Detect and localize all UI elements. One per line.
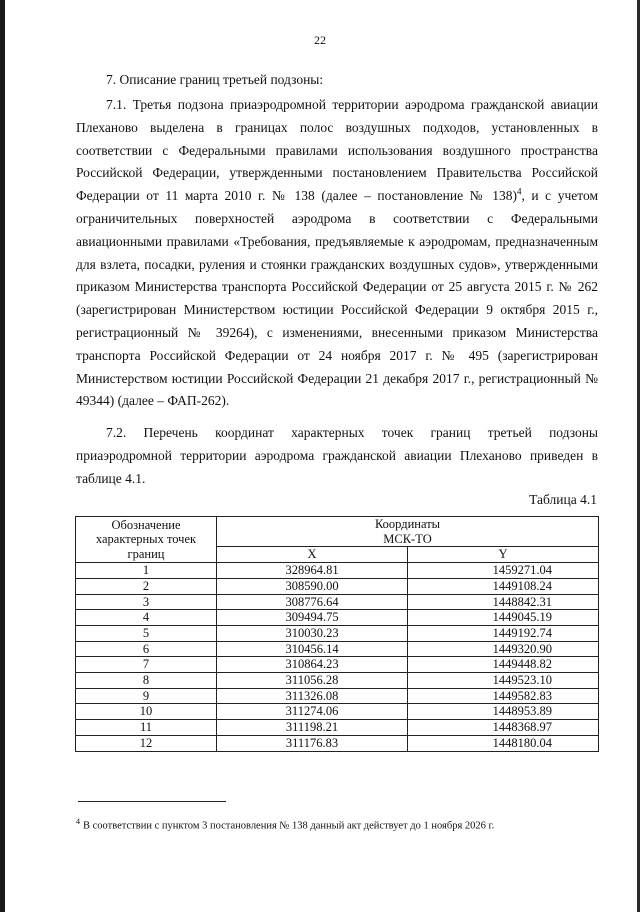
x-coordinate-cell: 311056.28 bbox=[217, 673, 408, 689]
x-coordinate-cell: 311326.08 bbox=[217, 688, 408, 704]
point-number-cell: 7 bbox=[76, 657, 217, 673]
table-row bbox=[76, 657, 599, 673]
point-number-cell: 4 bbox=[76, 610, 217, 626]
paragraph-7-2: 7.2. Перечень координат характерных точек границ третьей подзоны приаэродромной территории аэродрома гражданской авиации Плеханово приведен в таблице 4.1. bbox=[76, 425, 598, 486]
footnote bbox=[76, 817, 494, 832]
paragraph-7-1-text-a: 7.1. Третья подзона приаэродромной территории аэродрома гражданской авиации Плеханово выделена в границах полос воздушных подходов, установленных в соответствии с Федеральными правилами использования воздушного пространства Российской Федерации, утвержденными постановлением Правительства Российской Федерации от 11 марта 2010 г. № 138 (далее – постановление № 138) bbox=[76, 97, 598, 204]
x-coordinate-cell: 311274.06 bbox=[217, 704, 408, 720]
footnote-mark: 4 bbox=[76, 817, 80, 826]
header-y: Y bbox=[408, 547, 599, 563]
y-coordinate-cell: 1449108.24 bbox=[408, 578, 599, 594]
x-coordinate-cell: 310030.23 bbox=[217, 625, 408, 641]
scan-left-border bbox=[0, 0, 5, 912]
y-coordinate-cell: 1449320.90 bbox=[408, 641, 599, 657]
table-row bbox=[76, 720, 599, 736]
table-row bbox=[76, 578, 599, 594]
y-coordinate-cell: 1448368.97 bbox=[408, 720, 599, 736]
point-number-cell: 5 bbox=[76, 625, 217, 641]
paragraph-7-1 bbox=[76, 94, 598, 413]
table-body bbox=[76, 563, 599, 751]
x-coordinate-cell: 311176.83 bbox=[217, 735, 408, 751]
point-number-cell: 10 bbox=[76, 704, 217, 720]
table-row bbox=[76, 673, 599, 689]
header-coordinate-system: МСК-ТО bbox=[383, 531, 432, 546]
point-number-cell: 3 bbox=[76, 594, 217, 610]
table-row bbox=[76, 625, 599, 641]
y-coordinate-cell: 1449045.19 bbox=[408, 610, 599, 626]
table-row bbox=[76, 610, 599, 626]
y-coordinate-cell: 1448180.04 bbox=[408, 735, 599, 751]
x-coordinate-cell: 328964.81 bbox=[217, 563, 408, 579]
table-row bbox=[76, 641, 599, 657]
point-number-cell: 12 bbox=[76, 735, 217, 751]
x-coordinate-cell: 308590.00 bbox=[217, 578, 408, 594]
paragraph-7-1-text-b: , и с учетом ограничительных поверхностей аэродрома в соответствии с Федеральными авиационными правилами «Требования, предъявляемые к аэродромам, предназначенным для взлета, посадки, руления и стоянки гражданских воздушных судов», утвержденными приказом Министерства транспорта Российской Федерации от 25 августа 2015 г. № 262 (зарегистрирован Министерством юстиции Российской Федерации 9 октября 2015 г., регистрационный № 39264), с изменениями, внесенными приказом Министерства транспорта Российской Федерации от 24 ноября 2017 г. № 495 (зарегистрирован Министерством юстиции Российской Федерации 21 декабря 2017 г., регистрационный № 49344) (далее – ФАП-262). bbox=[76, 188, 599, 409]
point-number-cell: 11 bbox=[76, 720, 217, 736]
footnote-text: В соответствии с пунктом 3 постановления № 138 данный акт действует до 1 ноября 2026 г. bbox=[83, 820, 495, 832]
x-coordinate-cell: 309494.75 bbox=[217, 610, 408, 626]
footnote-separator bbox=[78, 801, 226, 802]
y-coordinate-cell: 1449582.83 bbox=[408, 688, 599, 704]
table-caption: Таблица 4.1 bbox=[529, 492, 597, 507]
x-coordinate-cell: 311198.21 bbox=[217, 720, 408, 736]
point-number-cell: 2 bbox=[76, 578, 217, 594]
header-coordinates bbox=[217, 517, 599, 547]
table-row bbox=[76, 704, 599, 720]
x-coordinate-cell: 310864.23 bbox=[217, 657, 408, 673]
point-number-cell: 6 bbox=[76, 641, 217, 657]
table-header-row bbox=[76, 517, 599, 547]
header-coordinates-title: Координаты bbox=[374, 517, 441, 531]
point-number-cell: 8 bbox=[76, 673, 217, 689]
table-row bbox=[76, 688, 599, 704]
y-coordinate-cell: 1459271.04 bbox=[408, 563, 599, 579]
y-coordinate-cell: 1448953.89 bbox=[408, 704, 599, 720]
point-number-cell: 1 bbox=[76, 563, 217, 579]
x-coordinate-cell: 310456.14 bbox=[217, 641, 408, 657]
page-number: 22 bbox=[314, 33, 326, 47]
y-coordinate-cell: 1449448.82 bbox=[408, 657, 599, 673]
table-row bbox=[76, 563, 599, 579]
x-coordinate-cell: 308776.64 bbox=[217, 594, 408, 610]
y-coordinate-cell: 1449523.10 bbox=[408, 673, 599, 689]
table-row bbox=[76, 735, 599, 751]
section-heading: 7. Описание границ третьей подзоны: bbox=[106, 72, 324, 87]
table-row bbox=[76, 594, 599, 610]
header-x: X bbox=[217, 547, 408, 563]
header-points: Обозначение характерных точек границ bbox=[76, 517, 217, 563]
point-number-cell: 9 bbox=[76, 688, 217, 704]
y-coordinate-cell: 1448842.31 bbox=[408, 594, 599, 610]
y-coordinate-cell: 1449192.74 bbox=[408, 625, 599, 641]
footnote-reference: 4 bbox=[516, 186, 522, 197]
coordinates-table bbox=[75, 516, 599, 752]
